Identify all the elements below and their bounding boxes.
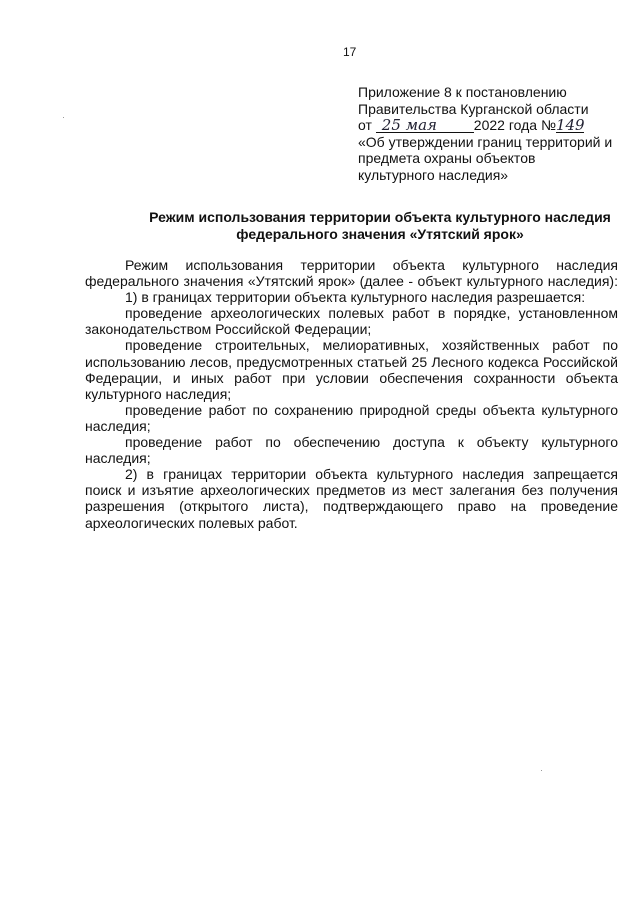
text-line: Режим использования территории объекта культурного наследия [125, 257, 618, 273]
text-line: проведение археологических полевых работ в порядке, установленном [125, 305, 618, 322]
text-line: использованию лесов, предусмотренных статьей 25 Лесного кодекса Российской [85, 353, 618, 370]
document-body [85, 257, 618, 531]
text-line: 1) в границах территории объекта культурного наследия разрешается: [125, 289, 586, 306]
text-line: проведение работ по сохранению природной среды объекта культурного [125, 401, 618, 418]
text-line: поиск и изъятие археологических предметов из мест залегания без получения [85, 482, 618, 499]
date-suffix: 2022 года № [473, 117, 556, 134]
paragraph [85, 402, 618, 434]
paragraph [85, 305, 618, 337]
date-prefix: от [358, 117, 372, 134]
paragraph [85, 289, 618, 305]
scan-speck [541, 770, 542, 771]
text-line: Федерации, и иных работ при условии обеспечения сохранности объекта [85, 369, 618, 386]
text-line: проведение строительных, мелиоративных, хозяйственных работ по [125, 337, 618, 354]
paragraph [85, 337, 618, 401]
scan-speck [63, 117, 64, 118]
title-line: федерального значения «Утятский ярок» [236, 226, 524, 242]
paragraph [85, 257, 618, 289]
document-title [60, 209, 640, 243]
text-line: археологических полевых работ. [85, 514, 298, 531]
text-line: 2) в границах территории объекта культурного наследия запрещается [125, 466, 618, 483]
appendix-header [358, 84, 612, 184]
text-line: разрешения (открытого листа), подтверждающего право на проведение [85, 498, 618, 515]
text-line: наследия; [85, 450, 151, 467]
appendix-line: культурного наследия» [358, 166, 509, 183]
appendix-line: предмета охраны объектов [358, 150, 536, 167]
appendix-line: «Об утверждении границ территорий и [358, 133, 613, 150]
paragraph [85, 434, 618, 466]
paragraph [85, 466, 618, 530]
appendix-line: Приложение 8 к постановлению [358, 84, 567, 100]
handwritten-date: 25 мая [376, 118, 474, 133]
text-line: культурного наследия; [85, 385, 232, 402]
appendix-date-line [358, 117, 612, 134]
text-line: наследия; [85, 417, 151, 434]
text-line: федерального значения «Утятский ярок» (далее - объект культурного наследия): [85, 273, 618, 290]
text-line: законодательством Российской Федерации; [85, 321, 372, 338]
handwritten-number: 149 [555, 116, 585, 135]
page-number: 17 [343, 45, 357, 59]
title-line: Режим использования территории объекта культурного наследия [149, 209, 611, 225]
text-line: проведение работ по обеспечению доступа к объекту культурного [125, 434, 618, 451]
appendix-line: Правительства Курганской области [358, 100, 589, 117]
